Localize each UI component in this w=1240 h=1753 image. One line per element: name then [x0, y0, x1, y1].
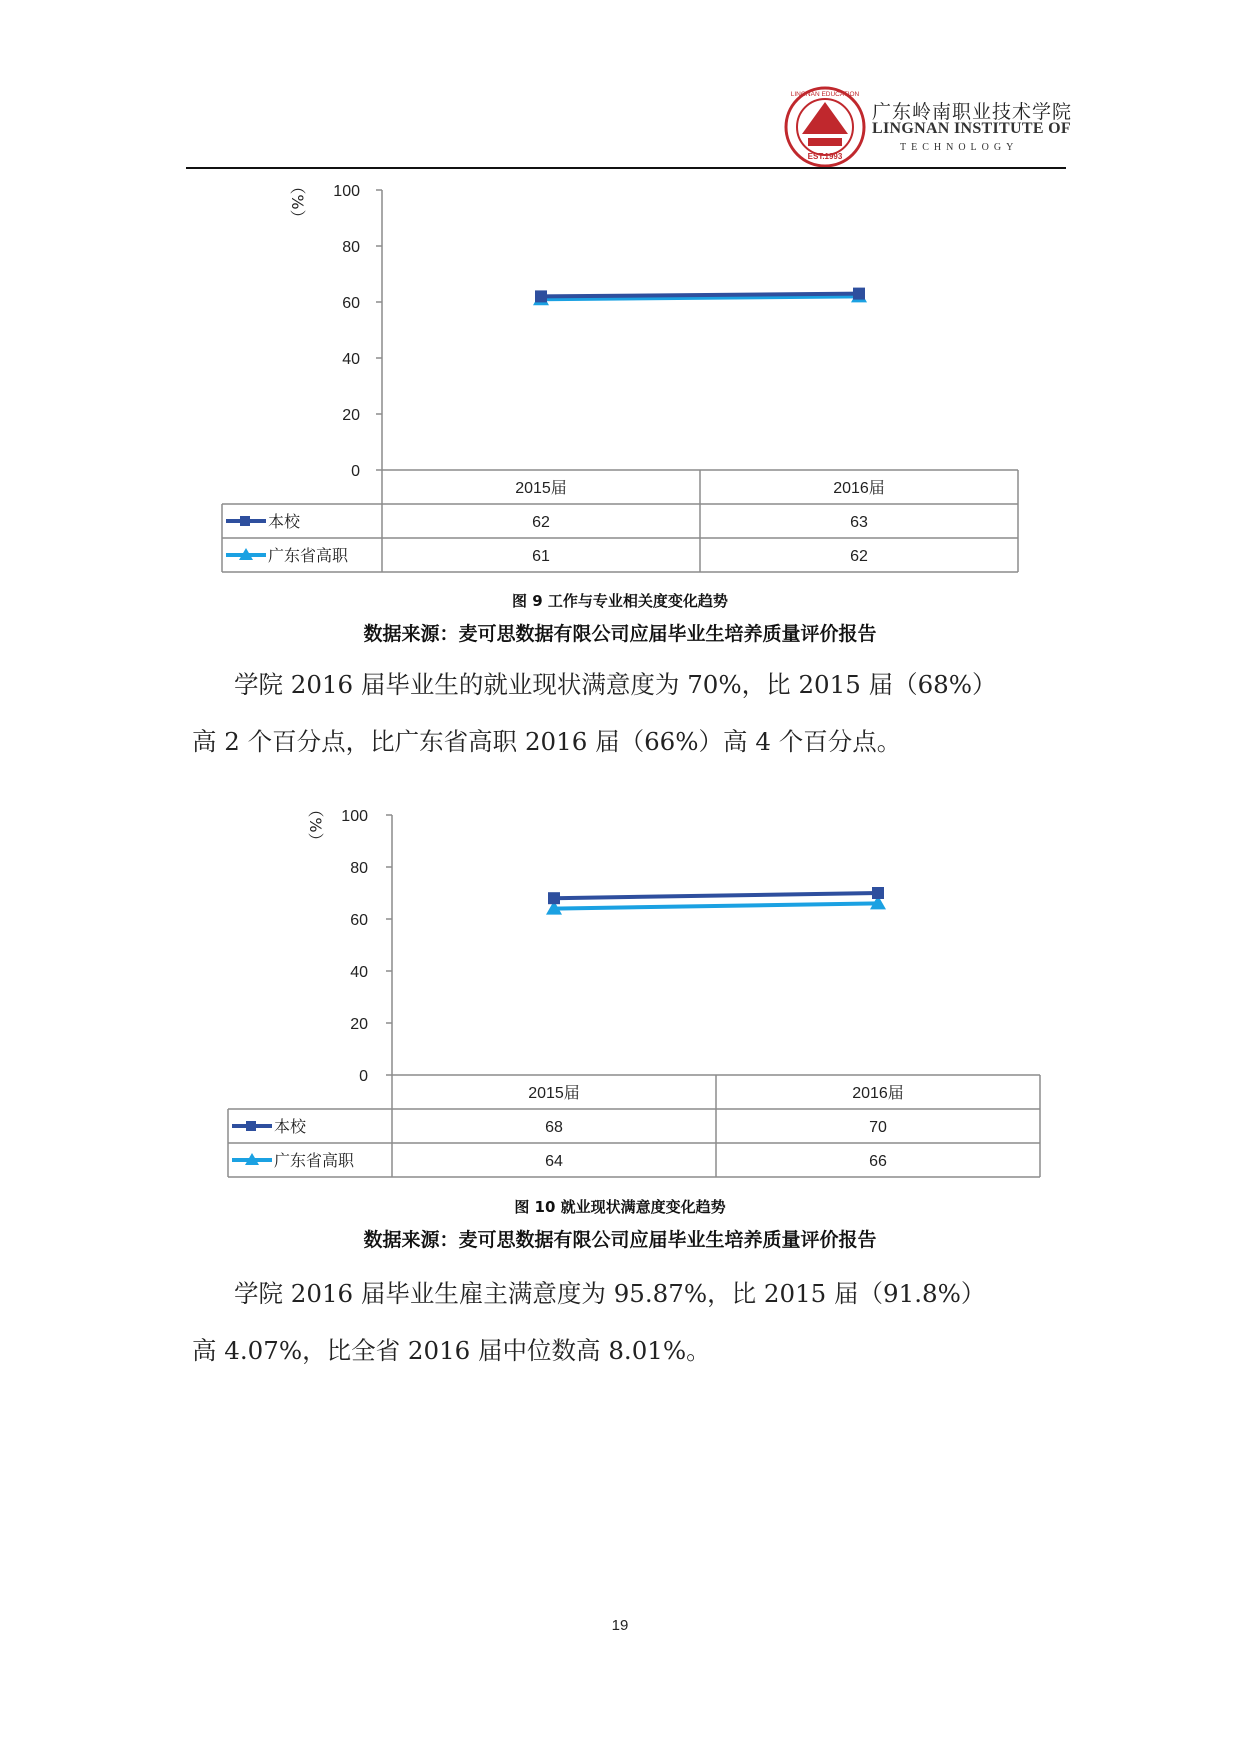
fig10-source: 数据来源：麦可思数据有限公司应届毕业生培养质量评价报告	[363, 1229, 877, 1251]
legend-label-0: 本校	[268, 514, 301, 531]
series-line-0	[554, 893, 878, 898]
school-name-en-2: TECHNOLOGY	[900, 142, 1019, 153]
paragraph-1-line-2: 高 2 个百分点，比广东省高职 2016 届（66%）高 4 个百分点。	[192, 727, 902, 756]
school-name-cn: 广东岭南职业技术学院	[872, 101, 1073, 123]
paragraph-2	[192, 1265, 1068, 1379]
data-point-0	[548, 892, 560, 904]
x-category-label: 2016届	[852, 1085, 904, 1102]
fig10-title: 图 10 就业现状满意度变化趋势	[514, 1198, 726, 1216]
table-value: 61	[532, 548, 550, 565]
table-value: 62	[532, 514, 550, 531]
table-value: 62	[850, 548, 868, 565]
y-tick-label: 100	[341, 808, 368, 825]
logo-ring-text: LINGNAN EDUCATION	[790, 91, 860, 98]
legend-marker-0	[246, 1121, 256, 1131]
data-point-0	[872, 887, 884, 899]
legend-label-0: 本校	[274, 1119, 307, 1136]
series-line-1	[554, 903, 878, 908]
x-category-label: 2015届	[528, 1085, 580, 1102]
y-tick-label: 40	[342, 351, 360, 368]
fig9-source: 数据来源：麦可思数据有限公司应届毕业生培养质量评价报告	[363, 623, 877, 645]
y-axis-unit: （%）	[306, 801, 325, 849]
table-value: 66	[869, 1153, 887, 1170]
y-tick-label: 0	[351, 463, 360, 480]
fig9-title: 图 9 工作与专业相关度变化趋势	[512, 592, 728, 610]
y-tick-label: 60	[350, 912, 368, 929]
legend-label-1: 广东省高职	[268, 548, 349, 565]
table-value: 70	[869, 1119, 887, 1136]
y-tick-label: 60	[342, 295, 360, 312]
school-name-en: LINGNAN INSTITUTE OF	[872, 120, 1071, 137]
table-value: 64	[545, 1153, 563, 1170]
page-number: 19	[611, 1617, 629, 1634]
table-value: 63	[850, 514, 868, 531]
table-value: 68	[545, 1119, 563, 1136]
paragraph-2-line-2: 高 4.07%，比全省 2016 届中位数高 8.01%。	[192, 1336, 711, 1365]
y-tick-label: 100	[333, 183, 360, 200]
y-tick-label: 20	[342, 407, 360, 424]
x-category-label: 2015届	[515, 480, 567, 497]
y-axis-unit: （%）	[288, 178, 307, 226]
paragraph-2-line-1: 学院 2016 届毕业生雇主满意度为 95.87%，比 2015 届（91.8%）	[234, 1279, 986, 1308]
logo-year: EST.1993	[807, 152, 843, 161]
y-tick-label: 80	[342, 239, 360, 256]
y-tick-label: 0	[359, 1068, 368, 1085]
y-tick-label: 40	[350, 964, 368, 981]
x-category-label: 2016届	[833, 480, 885, 497]
y-tick-label: 80	[350, 860, 368, 877]
paragraph-1-line-1: 学院 2016 届毕业生的就业现状满意度为 70%，比 2015 届（68%）	[234, 670, 997, 699]
legend-label-1: 广东省高职	[274, 1153, 355, 1170]
y-tick-label: 20	[350, 1016, 368, 1033]
